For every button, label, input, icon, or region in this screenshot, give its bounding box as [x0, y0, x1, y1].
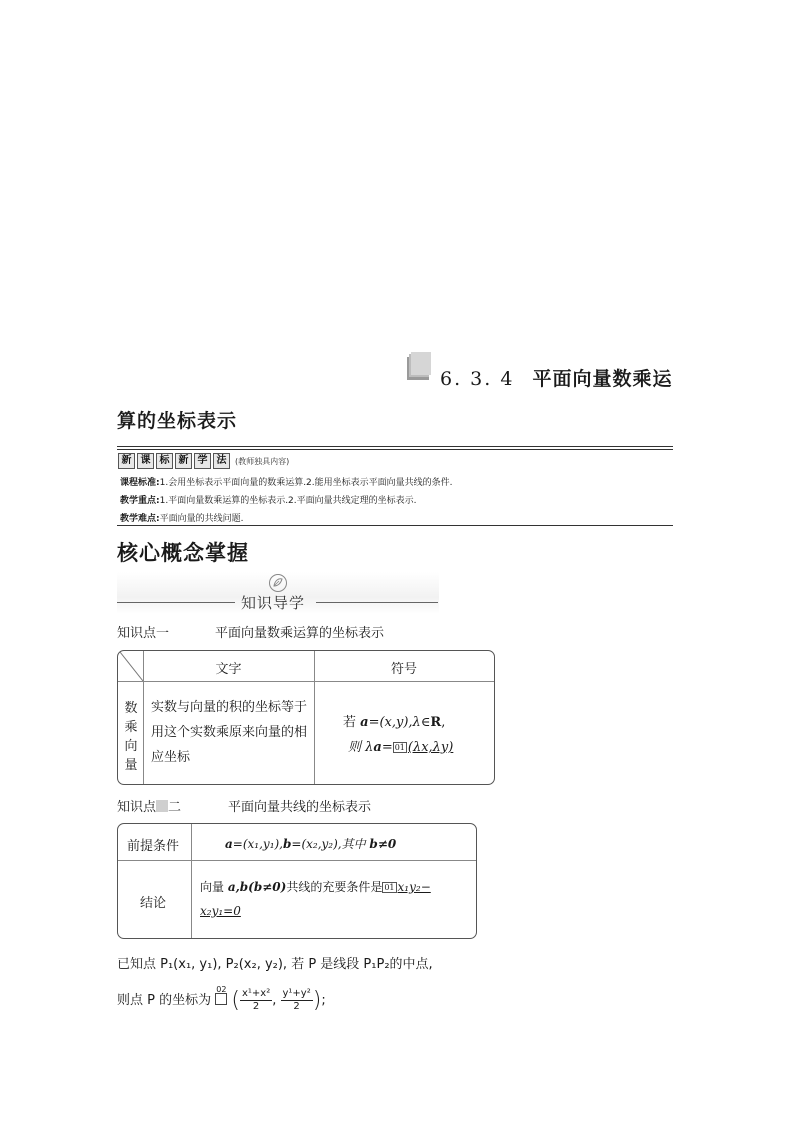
- highlight-mark: [156, 800, 168, 812]
- divider: [117, 449, 673, 450]
- midpoint-text-1: 已知点 P₁(x₁, y₁), P₂(x₂, y₂), 若 P 是线段 P₁P₂的中点,: [117, 957, 433, 972]
- standards-badge-row: [118, 453, 289, 469]
- answer: x₂y₁=0: [200, 904, 241, 918]
- conclusion-label: 结论: [140, 896, 167, 911]
- paren-close: ): [312, 988, 322, 1013]
- badge: 新: [175, 453, 192, 469]
- badge: 标: [156, 453, 173, 469]
- badge: 课: [137, 453, 154, 469]
- divider: [316, 602, 438, 603]
- teacher-note: (教师独具内容): [235, 456, 290, 466]
- divider: [117, 446, 673, 447]
- blank-number: 02: [216, 985, 227, 994]
- kp1-label: 知识点一: [117, 626, 170, 641]
- midpoint-text-2: 则点 P 的坐标为 02 ( $\frac{\text{x¹+x²}}{2}$ , $\frac{\text{y¹+y²}}{2}$ );: [117, 985, 326, 1013]
- header-text: 文字: [215, 662, 242, 677]
- standard-row-text: 平面向量的共线问题.: [159, 514, 244, 524]
- guide-title: 知识导学: [241, 594, 306, 612]
- badge: 新: [118, 453, 135, 469]
- kp2-table: [117, 823, 477, 939]
- table-row-divider: [118, 860, 476, 861]
- book-icon: [406, 351, 432, 381]
- conclusion-line-2: [200, 904, 241, 918]
- standard-row: [120, 475, 453, 488]
- standard-row-label: 教学难点:: [120, 514, 160, 524]
- lesson-title-part1: 平面向量数乘运: [532, 368, 673, 390]
- premise-content: a=(x₁,y₁),b=(x₂,y₂),其中 b≠0: [225, 837, 397, 851]
- answer: (λx,λy): [407, 740, 454, 755]
- symbol-line-2: 则 λa= 01 (λx,λy): [348, 740, 454, 755]
- fraction-y: $\frac{\text{y¹+y²}}{2}$: [282, 988, 311, 1012]
- fraction-x: $\frac{\text{x¹+x²}}{2}$: [241, 988, 271, 1012]
- leaf-icon: [268, 573, 288, 593]
- conclusion-line-1: 向量 a,b(b≠0)共线的充要条件是 01 x₁y₂−: [200, 880, 431, 894]
- badge: 学: [194, 453, 211, 469]
- description: 实数与向量的积的坐标等于用这个实数乘原来向量的相应坐标: [151, 700, 308, 765]
- divider: [117, 602, 235, 603]
- kp1-table: [117, 650, 495, 785]
- symbol-line-1: 若 a=(x,y),λ∈R,: [343, 715, 446, 730]
- lesson-title-part2: 算的坐标表示: [117, 410, 238, 432]
- badge: 法: [213, 453, 230, 469]
- kp2-title: 平面向量共线的坐标表示: [228, 800, 372, 815]
- paren-open: (: [231, 988, 240, 1013]
- table-row-divider: [118, 681, 494, 682]
- section-title: 核心概念掌握: [117, 540, 249, 565]
- answer: x₁y₂−: [397, 880, 431, 894]
- standard-row-label: 教学重点:: [120, 496, 160, 506]
- blank-number: 01: [394, 743, 405, 752]
- blank-number: 01: [384, 883, 395, 892]
- standard-row-label: 课程标准:: [120, 478, 160, 488]
- diagonal-line: [118, 651, 143, 681]
- lesson-number: 6. 3. 4: [440, 368, 515, 390]
- standard-row: [120, 511, 243, 524]
- kp1-title: 平面向量数乘运算的坐标表示: [215, 626, 385, 641]
- header-symbol: 符号: [390, 662, 417, 677]
- lesson-title: [440, 364, 672, 391]
- standard-row-text: 1.会用坐标表示平面向量的数乘运算.2.能用坐标表示平面向量共线的条件.: [159, 478, 453, 488]
- kp2-label: 知识点 二: [117, 800, 182, 815]
- blank-box: [215, 985, 227, 1005]
- standard-row-text: 1.平面向量数乘运算的坐标表示.2.平面向量共线定理的坐标表示.: [159, 496, 417, 506]
- divider: [117, 525, 673, 526]
- row-label: 数乘向量: [124, 701, 138, 773]
- standard-row: [120, 493, 417, 506]
- premise-label: 前提条件: [127, 839, 180, 854]
